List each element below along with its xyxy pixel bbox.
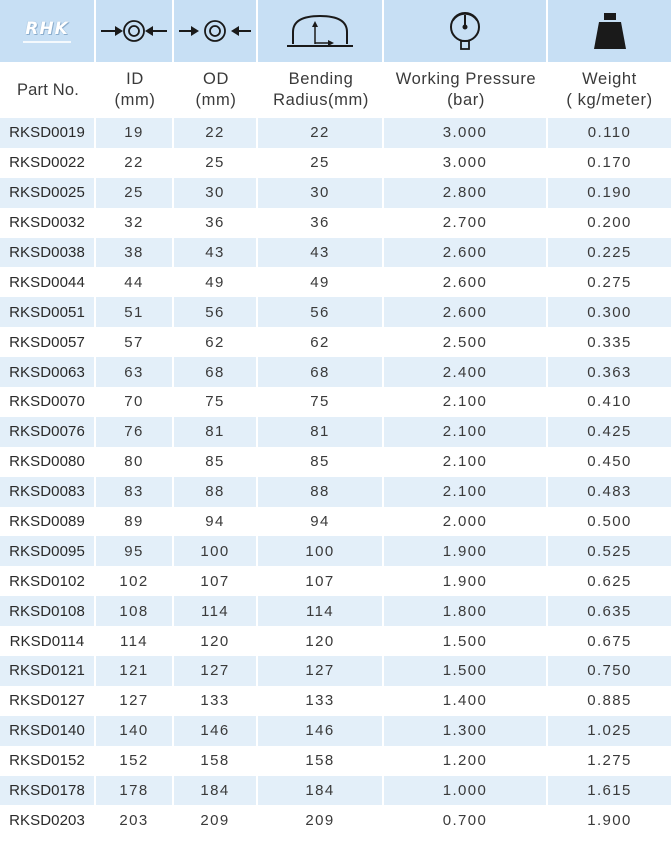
cell-working-pressure: 2.600 bbox=[384, 267, 548, 297]
cell-part-no: RKSD0203 bbox=[0, 805, 96, 835]
cell-id: 108 bbox=[96, 596, 174, 626]
table-row bbox=[0, 148, 671, 178]
cell-bending-radius: 62 bbox=[258, 327, 384, 357]
cell-weight: 0.170 bbox=[548, 148, 671, 178]
cell-od: 127 bbox=[174, 656, 258, 686]
table-row bbox=[0, 536, 671, 566]
cell-part-no: RKSD0044 bbox=[0, 267, 96, 297]
table-row bbox=[0, 208, 671, 238]
cell-part-no: RKSD0152 bbox=[0, 746, 96, 776]
cell-working-pressure: 2.700 bbox=[384, 208, 548, 238]
cell-bending-radius: 68 bbox=[258, 357, 384, 387]
cell-weight: 0.885 bbox=[548, 686, 671, 716]
cell-part-no: RKSD0076 bbox=[0, 417, 96, 447]
bend-icon-cell bbox=[258, 0, 384, 62]
cell-id: 121 bbox=[96, 656, 174, 686]
cell-weight: 1.900 bbox=[548, 805, 671, 835]
cell-working-pressure: 2.600 bbox=[384, 297, 548, 327]
cell-bending-radius: 43 bbox=[258, 238, 384, 268]
cell-part-no: RKSD0063 bbox=[0, 357, 96, 387]
cell-bending-radius: 56 bbox=[258, 297, 384, 327]
cell-od: 146 bbox=[174, 716, 258, 746]
cell-id: 38 bbox=[96, 238, 174, 268]
table-row bbox=[0, 686, 671, 716]
cell-part-no: RKSD0178 bbox=[0, 776, 96, 806]
table-row bbox=[0, 776, 671, 806]
cell-part-no: RKSD0057 bbox=[0, 327, 96, 357]
cell-id: 83 bbox=[96, 477, 174, 507]
cell-od: 30 bbox=[174, 178, 258, 208]
cell-id: 114 bbox=[96, 626, 174, 656]
cell-bending-radius: 100 bbox=[258, 536, 384, 566]
cell-part-no: RKSD0070 bbox=[0, 387, 96, 417]
table-row bbox=[0, 297, 671, 327]
cell-od: 107 bbox=[174, 566, 258, 596]
cell-id: 178 bbox=[96, 776, 174, 806]
table-row bbox=[0, 716, 671, 746]
cell-weight: 0.500 bbox=[548, 507, 671, 537]
header-weight bbox=[548, 62, 671, 118]
cell-weight: 1.025 bbox=[548, 716, 671, 746]
cell-bending-radius: 158 bbox=[258, 746, 384, 776]
cell-part-no: RKSD0127 bbox=[0, 686, 96, 716]
cell-working-pressure: 2.400 bbox=[384, 357, 548, 387]
weight-icon bbox=[590, 9, 630, 53]
cell-working-pressure: 2.100 bbox=[384, 477, 548, 507]
cell-working-pressure: 1.000 bbox=[384, 776, 548, 806]
table-row bbox=[0, 477, 671, 507]
table-row bbox=[0, 656, 671, 686]
header-weight-label: Weight bbox=[582, 70, 637, 88]
cell-working-pressure: 2.800 bbox=[384, 178, 548, 208]
cell-working-pressure: 1.500 bbox=[384, 656, 548, 686]
header-od bbox=[174, 62, 258, 118]
cell-bending-radius: 22 bbox=[258, 118, 384, 148]
cell-id: 70 bbox=[96, 387, 174, 417]
pressure-icon-cell bbox=[384, 0, 548, 62]
column-header-row bbox=[0, 62, 671, 118]
cell-working-pressure: 1.900 bbox=[384, 566, 548, 596]
cell-od: 133 bbox=[174, 686, 258, 716]
cell-bending-radius: 25 bbox=[258, 148, 384, 178]
cell-id: 51 bbox=[96, 297, 174, 327]
header-bending-radius bbox=[258, 62, 384, 118]
cell-weight: 0.625 bbox=[548, 566, 671, 596]
cell-working-pressure: 0.700 bbox=[384, 805, 548, 835]
id-icon-cell bbox=[96, 0, 174, 62]
table-row bbox=[0, 357, 671, 387]
cell-id: 57 bbox=[96, 327, 174, 357]
header-wp-unit: (bar) bbox=[447, 91, 485, 109]
table-row bbox=[0, 447, 671, 477]
cell-id: 22 bbox=[96, 148, 174, 178]
cell-weight: 0.450 bbox=[548, 447, 671, 477]
cell-id: 44 bbox=[96, 267, 174, 297]
table-row bbox=[0, 746, 671, 776]
cell-bending-radius: 127 bbox=[258, 656, 384, 686]
header-wp-label: Working Pressure bbox=[395, 70, 537, 88]
cell-od: 75 bbox=[174, 387, 258, 417]
cell-bending-radius: 81 bbox=[258, 417, 384, 447]
cell-bending-radius: 184 bbox=[258, 776, 384, 806]
cell-id: 127 bbox=[96, 686, 174, 716]
cell-working-pressure: 2.000 bbox=[384, 507, 548, 537]
cell-part-no: RKSD0095 bbox=[0, 536, 96, 566]
cell-id: 76 bbox=[96, 417, 174, 447]
cell-working-pressure: 2.500 bbox=[384, 327, 548, 357]
table-row bbox=[0, 327, 671, 357]
table-row bbox=[0, 267, 671, 297]
header-od-label: OD bbox=[203, 70, 229, 88]
cell-od: 88 bbox=[174, 477, 258, 507]
cell-od: 85 bbox=[174, 447, 258, 477]
cell-working-pressure: 2.600 bbox=[384, 238, 548, 268]
cell-part-no: RKSD0038 bbox=[0, 238, 96, 268]
cell-id: 89 bbox=[96, 507, 174, 537]
cell-weight: 0.750 bbox=[548, 656, 671, 686]
header-bend-unit: Radius(mm) bbox=[273, 91, 369, 109]
cell-part-no: RKSD0051 bbox=[0, 297, 96, 327]
cell-od: 100 bbox=[174, 536, 258, 566]
pressure-gauge-icon bbox=[445, 9, 485, 53]
spec-table-body bbox=[0, 118, 671, 835]
outer-diameter-icon bbox=[177, 16, 253, 46]
cell-weight: 0.110 bbox=[548, 118, 671, 148]
cell-od: 158 bbox=[174, 746, 258, 776]
cell-part-no: RKSD0089 bbox=[0, 507, 96, 537]
cell-weight: 0.190 bbox=[548, 178, 671, 208]
cell-working-pressure: 2.100 bbox=[384, 447, 548, 477]
cell-part-no: RKSD0022 bbox=[0, 148, 96, 178]
header-working-pressure bbox=[384, 62, 548, 118]
cell-weight: 0.225 bbox=[548, 238, 671, 268]
cell-od: 184 bbox=[174, 776, 258, 806]
cell-weight: 1.275 bbox=[548, 746, 671, 776]
header-part-no bbox=[0, 62, 96, 118]
cell-bending-radius: 133 bbox=[258, 686, 384, 716]
table-row bbox=[0, 178, 671, 208]
cell-od: 25 bbox=[174, 148, 258, 178]
header-part-no-text: Part No. bbox=[16, 80, 80, 99]
cell-weight: 0.635 bbox=[548, 596, 671, 626]
brand-logo: RHK bbox=[25, 19, 69, 39]
cell-weight: 0.200 bbox=[548, 208, 671, 238]
weight-icon-cell bbox=[548, 0, 671, 62]
header-id-unit: (mm) bbox=[114, 91, 156, 109]
cell-working-pressure: 2.100 bbox=[384, 387, 548, 417]
cell-id: 203 bbox=[96, 805, 174, 835]
cell-id: 25 bbox=[96, 178, 174, 208]
header-weight-unit: ( kg/meter) bbox=[566, 91, 653, 109]
inner-diameter-icon bbox=[99, 16, 169, 46]
cell-working-pressure: 1.200 bbox=[384, 746, 548, 776]
cell-weight: 1.615 bbox=[548, 776, 671, 806]
cell-bending-radius: 75 bbox=[258, 387, 384, 417]
cell-part-no: RKSD0140 bbox=[0, 716, 96, 746]
table-row bbox=[0, 417, 671, 447]
cell-id: 19 bbox=[96, 118, 174, 148]
cell-weight: 0.275 bbox=[548, 267, 671, 297]
cell-weight: 0.525 bbox=[548, 536, 671, 566]
cell-od: 22 bbox=[174, 118, 258, 148]
table-row bbox=[0, 507, 671, 537]
cell-weight: 0.363 bbox=[548, 357, 671, 387]
header-bend-label: Bending bbox=[288, 70, 354, 88]
cell-part-no: RKSD0121 bbox=[0, 656, 96, 686]
cell-od: 62 bbox=[174, 327, 258, 357]
cell-id: 152 bbox=[96, 746, 174, 776]
cell-bending-radius: 30 bbox=[258, 178, 384, 208]
logo-underline bbox=[23, 41, 71, 43]
table-row bbox=[0, 387, 671, 417]
cell-od: 81 bbox=[174, 417, 258, 447]
cell-part-no: RKSD0025 bbox=[0, 178, 96, 208]
cell-working-pressure: 2.100 bbox=[384, 417, 548, 447]
cell-working-pressure: 3.000 bbox=[384, 118, 548, 148]
cell-weight: 0.410 bbox=[548, 387, 671, 417]
cell-bending-radius: 114 bbox=[258, 596, 384, 626]
cell-bending-radius: 107 bbox=[258, 566, 384, 596]
cell-od: 114 bbox=[174, 596, 258, 626]
header-od-unit: (mm) bbox=[195, 91, 237, 109]
cell-working-pressure: 1.800 bbox=[384, 596, 548, 626]
cell-working-pressure: 3.000 bbox=[384, 148, 548, 178]
cell-od: 68 bbox=[174, 357, 258, 387]
cell-id: 32 bbox=[96, 208, 174, 238]
cell-bending-radius: 85 bbox=[258, 447, 384, 477]
table-row bbox=[0, 238, 671, 268]
cell-id: 95 bbox=[96, 536, 174, 566]
cell-weight: 0.335 bbox=[548, 327, 671, 357]
header-id bbox=[96, 62, 174, 118]
cell-part-no: RKSD0032 bbox=[0, 208, 96, 238]
cell-od: 49 bbox=[174, 267, 258, 297]
header-id-label: ID bbox=[126, 70, 144, 88]
cell-od: 43 bbox=[174, 238, 258, 268]
cell-id: 102 bbox=[96, 566, 174, 596]
cell-od: 56 bbox=[174, 297, 258, 327]
cell-bending-radius: 88 bbox=[258, 477, 384, 507]
cell-bending-radius: 209 bbox=[258, 805, 384, 835]
cell-bending-radius: 36 bbox=[258, 208, 384, 238]
cell-part-no: RKSD0019 bbox=[0, 118, 96, 148]
cell-bending-radius: 146 bbox=[258, 716, 384, 746]
cell-id: 140 bbox=[96, 716, 174, 746]
icon-header-row bbox=[0, 0, 671, 62]
cell-working-pressure: 1.500 bbox=[384, 626, 548, 656]
cell-part-no: RKSD0102 bbox=[0, 566, 96, 596]
table-row bbox=[0, 805, 671, 835]
table-row bbox=[0, 596, 671, 626]
cell-od: 94 bbox=[174, 507, 258, 537]
cell-part-no: RKSD0114 bbox=[0, 626, 96, 656]
cell-weight: 0.483 bbox=[548, 477, 671, 507]
cell-bending-radius: 94 bbox=[258, 507, 384, 537]
cell-od: 120 bbox=[174, 626, 258, 656]
cell-working-pressure: 1.300 bbox=[384, 716, 548, 746]
cell-od: 209 bbox=[174, 805, 258, 835]
cell-weight: 0.675 bbox=[548, 626, 671, 656]
cell-part-no: RKSD0108 bbox=[0, 596, 96, 626]
cell-part-no: RKSD0083 bbox=[0, 477, 96, 507]
bending-radius-icon bbox=[285, 10, 355, 52]
logo-cell bbox=[0, 0, 96, 62]
cell-bending-radius: 120 bbox=[258, 626, 384, 656]
cell-od: 36 bbox=[174, 208, 258, 238]
cell-weight: 0.425 bbox=[548, 417, 671, 447]
cell-working-pressure: 1.900 bbox=[384, 536, 548, 566]
cell-id: 80 bbox=[96, 447, 174, 477]
cell-part-no: RKSD0080 bbox=[0, 447, 96, 477]
cell-bending-radius: 49 bbox=[258, 267, 384, 297]
cell-weight: 0.300 bbox=[548, 297, 671, 327]
table-row bbox=[0, 566, 671, 596]
table-row bbox=[0, 118, 671, 148]
table-row bbox=[0, 626, 671, 656]
od-icon-cell bbox=[174, 0, 258, 62]
cell-id: 63 bbox=[96, 357, 174, 387]
cell-working-pressure: 1.400 bbox=[384, 686, 548, 716]
